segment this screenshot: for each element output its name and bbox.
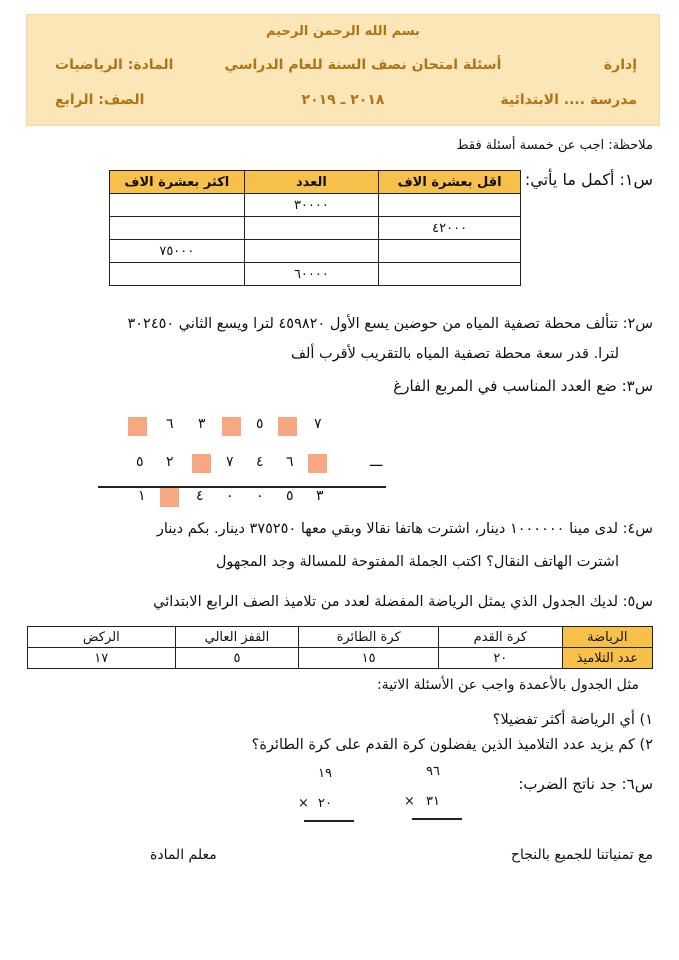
q3-subtraction [90, 410, 400, 510]
multiplier: ٢٠ [318, 796, 332, 811]
digit: ٥ [256, 416, 264, 432]
basmala: بسم الله الرحمن الرحيم [266, 24, 420, 39]
q3-label: س٣: ضع العدد المناسب في المربع الفارغ [393, 377, 653, 395]
q1-cell: ٧٥٠٠٠ [110, 240, 245, 263]
digit: ٠ [256, 488, 264, 504]
footer-wish: مع تمنياتنا للجميع بالنجاح [510, 847, 653, 863]
empty-box[interactable] [160, 488, 179, 507]
q5-count-cell: ١٧ [28, 648, 176, 669]
q5-count-cell: ٢٠ [438, 648, 562, 669]
digit: ٦ [166, 416, 174, 432]
multiplier: ٣١ [426, 794, 440, 809]
q5-sport-header: الرياضة [562, 627, 652, 648]
times-sign: × [298, 796, 309, 811]
q6-label: س٦: جد ناتج الضرب: [518, 775, 653, 793]
q1-header-number: العدد [244, 171, 379, 194]
digit: ٥ [136, 454, 144, 470]
digit: ٢ [166, 454, 174, 470]
empty-box[interactable] [308, 454, 327, 473]
q5-instruction: مثل الجدول بالأعمدة واجب عن الأسئلة الاتية: [376, 677, 639, 693]
q5-sub1: ١) أي الرياضة أكثر تفضيلا؟ [492, 712, 653, 728]
q1-cell[interactable] [110, 263, 245, 286]
empty-box[interactable] [128, 417, 147, 436]
q1-cell: ٦٠٠٠٠ [244, 263, 379, 286]
empty-box[interactable] [278, 417, 297, 436]
q1-header-more: اكثر بعشرة الاف [110, 171, 245, 194]
digit: ٥ [286, 488, 294, 504]
digit: ١ [138, 488, 146, 504]
q6-problem-2 [296, 764, 366, 834]
q5-sub2: ٢) كم يزيد عدد التلاميذ الذين يفضلون كرة القدم على كرة الطائرة؟ [251, 737, 653, 753]
product-line [412, 818, 462, 820]
footer-teacher: معلم المادة [150, 847, 217, 863]
q1-cell[interactable] [110, 194, 245, 217]
empty-box[interactable] [192, 454, 211, 473]
q5-count-header: عدد التلاميذ [562, 648, 652, 669]
digit: ٣ [316, 488, 324, 504]
q5-count-cell: ٥ [175, 648, 299, 669]
q5-sport-cell: كرة الطائرة [299, 627, 439, 648]
multiplicand: ٩٦ [426, 764, 440, 779]
q1-cell[interactable] [379, 263, 521, 286]
digit: ٠ [226, 488, 234, 504]
digit: ٤ [256, 454, 264, 470]
q2-line2: لترا. قدر سعة محطة تصفية المياه بالتقريب لأقرب ألف [290, 346, 619, 362]
times-sign: × [404, 794, 415, 809]
product-line [304, 820, 354, 822]
q1-cell[interactable] [379, 194, 521, 217]
q4-line1: س٤: لدى مينا ١٠٠٠٠٠٠ دينار، اشترت هاتفا نقالا وبقي معها ٣٧٥٢٥٠ دينار. بكم دينار [156, 521, 653, 537]
q5-table [27, 626, 653, 669]
multiplicand: ١٩ [318, 766, 332, 781]
empty-box[interactable] [222, 417, 241, 436]
q1-label: س١: أكمل ما يأتي: [524, 170, 653, 189]
q1-cell[interactable] [110, 217, 245, 240]
q4-line2: اشترت الهاتف النقال؟ اكتب الجملة المفتوحة للمسالة وجد المجهول [215, 554, 619, 570]
q1-cell[interactable] [379, 240, 521, 263]
q5-sport-cell: كرة القدم [438, 627, 562, 648]
digit: ٦ [286, 454, 294, 470]
school-year: ٢٠١٨ ـ ٢٠١٩ [301, 92, 385, 108]
q5-sport-cell: القفز العالي [175, 627, 299, 648]
digit: ٧ [314, 416, 322, 432]
administration-label: إدارة [603, 57, 637, 73]
exam-header [26, 14, 660, 126]
q2-line1: س٢: تتألف محطة تصفية المياه من حوضين يسع الأول ٤٥٩٨٢٠ لترا ويسع الثاني ٣٠٢٤٥٠ [127, 316, 653, 332]
q6-problem-1 [400, 762, 470, 832]
q1-header-less: اقل بعشرة الاف [379, 171, 521, 194]
exam-title: أسئلة امتحان نصف السنة للعام الدراسي [224, 57, 502, 73]
q1-cell[interactable] [244, 240, 379, 263]
q1-table [109, 170, 521, 286]
grade-label: الصف: الرابع [55, 92, 145, 108]
q5-count-cell: ١٥ [299, 648, 439, 669]
q1-cell: ٤٢٠٠٠ [379, 217, 521, 240]
digit: ٧ [226, 454, 234, 470]
q5-label: س٥: لديك الجدول الذي يمثل الرياضة المفضلة لعدد من تلاميذ الصف الرابع الابتدائي [153, 594, 653, 610]
note: ملاحظة: اجب عن خمسة أسئلة فقط [456, 138, 653, 153]
q1-cell[interactable] [244, 217, 379, 240]
q5-sport-cell: الركض [28, 627, 176, 648]
q1-cell: ٣٠٠٠٠ [244, 194, 379, 217]
school-label: مدرسة .... الابتدائية [500, 92, 637, 108]
digit: ٣ [198, 416, 206, 432]
minus-sign: ـــ [370, 454, 383, 470]
subject-label: المادة: الرياضيات [55, 57, 174, 73]
digit: ٤ [196, 488, 204, 504]
